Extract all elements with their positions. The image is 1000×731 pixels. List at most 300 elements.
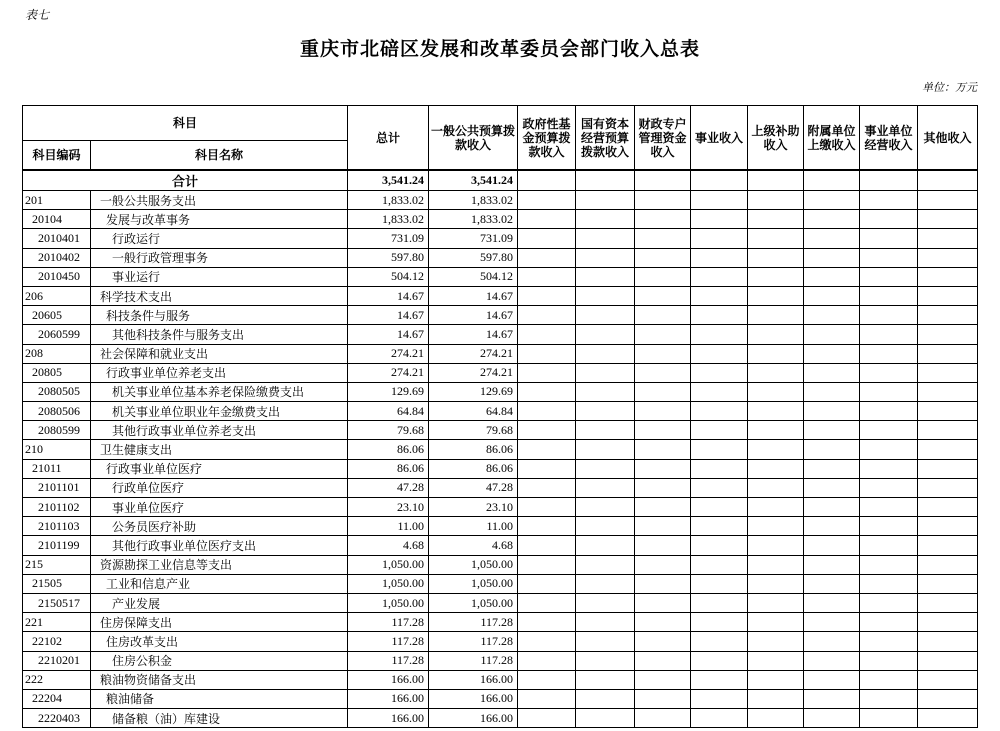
empty-cell [576, 651, 635, 670]
total-value-cell: 1,050.00 [348, 574, 429, 593]
empty-cell [918, 517, 978, 536]
empty-cell [635, 709, 691, 728]
empty-cell [804, 286, 860, 305]
total-value-cell: 64.84 [348, 402, 429, 421]
empty-cell [518, 170, 576, 191]
empty-cell [635, 421, 691, 440]
total-value-cell: 274.21 [348, 344, 429, 363]
subject-name-cell: 机关事业单位职业年金缴费支出 [91, 402, 348, 421]
unit-note: 单位：万元 [922, 82, 977, 94]
empty-cell [691, 210, 748, 229]
empty-cell [918, 651, 978, 670]
empty-cell [635, 689, 691, 708]
table-row [23, 402, 978, 421]
subject-code-cell: 215 [23, 555, 91, 574]
empty-cell [576, 325, 635, 344]
table-row [23, 229, 978, 248]
subject-code-cell: 21011 [23, 459, 91, 478]
empty-cell [748, 613, 804, 632]
empty-cell [576, 170, 635, 191]
general-budget-value-cell: 1,050.00 [429, 574, 518, 593]
empty-cell [804, 536, 860, 555]
total-value-cell: 1,833.02 [348, 191, 429, 210]
totals-total-value: 3,541.24 [348, 170, 429, 191]
empty-cell [748, 670, 804, 689]
empty-cell [691, 632, 748, 651]
empty-cell [748, 593, 804, 612]
empty-cell [635, 325, 691, 344]
subject-name-cell: 住房保障支出 [91, 613, 348, 632]
table-row [23, 574, 978, 593]
empty-cell [635, 536, 691, 555]
totals-label: 合计 [23, 170, 348, 191]
subject-name-cell: 储备粮（油）库建设 [91, 709, 348, 728]
empty-cell [691, 191, 748, 210]
page-title: 重庆市北碚区发展和改革委员会部门收入总表 [299, 39, 700, 60]
empty-cell [860, 267, 918, 286]
subject-name-cell: 公务员医疗补助 [91, 517, 348, 536]
empty-cell [804, 421, 860, 440]
subject-code-cell: 20605 [23, 306, 91, 325]
subject-code-cell: 222 [23, 670, 91, 689]
empty-cell [576, 286, 635, 305]
empty-cell [860, 382, 918, 401]
empty-cell [518, 344, 576, 363]
empty-cell [860, 286, 918, 305]
general-budget-value-cell: 731.09 [429, 229, 518, 248]
empty-cell [748, 382, 804, 401]
empty-cell [804, 229, 860, 248]
subject-code-cell: 2010402 [23, 248, 91, 267]
income-summary-table [22, 105, 978, 728]
total-value-cell: 14.67 [348, 306, 429, 325]
empty-cell [518, 593, 576, 612]
total-value-cell: 14.67 [348, 325, 429, 344]
total-value-cell: 166.00 [348, 709, 429, 728]
empty-cell [518, 574, 576, 593]
subject-name-cell: 资源勘探工业信息等支出 [91, 555, 348, 574]
empty-cell [635, 382, 691, 401]
general-budget-value-cell: 129.69 [429, 382, 518, 401]
subject-name-cell: 粮油物资储备支出 [91, 670, 348, 689]
empty-cell [518, 229, 576, 248]
total-value-cell: 597.80 [348, 248, 429, 267]
empty-cell [576, 248, 635, 267]
general-budget-value-cell: 4.68 [429, 536, 518, 555]
table-row [23, 593, 978, 612]
general-budget-value-cell: 504.12 [429, 267, 518, 286]
empty-cell [576, 363, 635, 382]
empty-cell [518, 632, 576, 651]
empty-cell [860, 555, 918, 574]
empty-cell [576, 593, 635, 612]
total-value-cell: 1,833.02 [348, 210, 429, 229]
empty-cell [576, 402, 635, 421]
empty-cell [635, 670, 691, 689]
empty-cell [918, 670, 978, 689]
empty-cell [576, 536, 635, 555]
empty-cell [691, 536, 748, 555]
empty-cell [748, 517, 804, 536]
header-subject-name: 科目名称 [91, 141, 348, 171]
empty-cell [918, 440, 978, 459]
empty-cell [748, 306, 804, 325]
empty-cell [748, 440, 804, 459]
subject-code-cell: 2101102 [23, 498, 91, 517]
general-budget-value-cell: 166.00 [429, 670, 518, 689]
empty-cell [748, 421, 804, 440]
empty-cell [860, 363, 918, 382]
empty-cell [860, 536, 918, 555]
empty-cell [691, 613, 748, 632]
empty-cell [748, 459, 804, 478]
general-budget-value-cell: 166.00 [429, 689, 518, 708]
empty-cell [860, 191, 918, 210]
empty-cell [635, 402, 691, 421]
empty-cell [748, 689, 804, 708]
totals-row [23, 170, 978, 191]
empty-cell [576, 306, 635, 325]
empty-cell [635, 170, 691, 191]
empty-cell [748, 498, 804, 517]
empty-cell [748, 402, 804, 421]
subject-code-cell: 2101103 [23, 517, 91, 536]
empty-cell [748, 709, 804, 728]
empty-cell [576, 267, 635, 286]
empty-cell [691, 498, 748, 517]
empty-cell [691, 651, 748, 670]
empty-cell [518, 536, 576, 555]
empty-cell [804, 670, 860, 689]
header-govt-fund-budget: 政府性基金预算拨款收入 [518, 106, 576, 171]
subject-name-cell: 事业运行 [91, 267, 348, 286]
table-row [23, 689, 978, 708]
table-row [23, 709, 978, 728]
empty-cell [804, 210, 860, 229]
empty-cell [804, 344, 860, 363]
empty-cell [518, 286, 576, 305]
empty-cell [918, 210, 978, 229]
general-budget-value-cell: 86.06 [429, 440, 518, 459]
empty-cell [635, 210, 691, 229]
empty-cell [748, 651, 804, 670]
empty-cell [691, 440, 748, 459]
subject-code-cell: 21505 [23, 574, 91, 593]
empty-cell [804, 555, 860, 574]
subject-name-cell: 住房改革支出 [91, 632, 348, 651]
empty-cell [918, 555, 978, 574]
subject-code-cell: 2010450 [23, 267, 91, 286]
subject-code-cell: 2150517 [23, 593, 91, 612]
table-body [23, 170, 978, 728]
total-value-cell: 129.69 [348, 382, 429, 401]
empty-cell [748, 344, 804, 363]
subject-code-cell: 201 [23, 191, 91, 210]
subject-code-cell: 2010401 [23, 229, 91, 248]
empty-cell [748, 325, 804, 344]
empty-cell [691, 555, 748, 574]
empty-cell [518, 210, 576, 229]
general-budget-value-cell: 117.28 [429, 613, 518, 632]
header-state-capital-budget: 国有资本经营预算拨款收入 [576, 106, 635, 171]
empty-cell [576, 689, 635, 708]
empty-cell [804, 517, 860, 536]
general-budget-value-cell: 274.21 [429, 363, 518, 382]
subject-name-cell: 机关事业单位基本养老保险缴费支出 [91, 382, 348, 401]
empty-cell [691, 325, 748, 344]
empty-cell [918, 709, 978, 728]
empty-cell [918, 498, 978, 517]
empty-cell [918, 191, 978, 210]
empty-cell [518, 709, 576, 728]
subject-name-cell: 卫生健康支出 [91, 440, 348, 459]
subject-code-cell: 2080505 [23, 382, 91, 401]
empty-cell [691, 229, 748, 248]
totals-general-budget-value: 3,541.24 [429, 170, 518, 191]
empty-cell [635, 286, 691, 305]
subject-code-cell: 2060599 [23, 325, 91, 344]
empty-cell [918, 170, 978, 191]
empty-cell [804, 478, 860, 497]
subject-code-cell: 20104 [23, 210, 91, 229]
empty-cell [748, 286, 804, 305]
empty-cell [804, 440, 860, 459]
empty-cell [918, 267, 978, 286]
table-row [23, 517, 978, 536]
subject-code-cell: 22204 [23, 689, 91, 708]
empty-cell [635, 229, 691, 248]
subject-code-cell: 2080599 [23, 421, 91, 440]
empty-cell [635, 459, 691, 478]
subject-name-cell: 住房公积金 [91, 651, 348, 670]
general-budget-value-cell: 1,050.00 [429, 593, 518, 612]
general-budget-value-cell: 14.67 [429, 325, 518, 344]
empty-cell [691, 709, 748, 728]
table-row [23, 248, 978, 267]
total-value-cell: 166.00 [348, 670, 429, 689]
header-operating-income: 事业收入 [691, 106, 748, 171]
total-value-cell: 1,050.00 [348, 555, 429, 574]
empty-cell [748, 229, 804, 248]
subject-name-cell: 科学技术支出 [91, 286, 348, 305]
empty-cell [860, 421, 918, 440]
table-row [23, 191, 978, 210]
empty-cell [804, 363, 860, 382]
empty-cell [635, 555, 691, 574]
total-value-cell: 731.09 [348, 229, 429, 248]
empty-cell [918, 593, 978, 612]
empty-cell [635, 363, 691, 382]
header-business-operating-income: 事业单位经营收入 [860, 106, 918, 171]
empty-cell [518, 191, 576, 210]
general-budget-value-cell: 47.28 [429, 478, 518, 497]
empty-cell [518, 267, 576, 286]
empty-cell [518, 498, 576, 517]
table-row [23, 459, 978, 478]
empty-cell [918, 363, 978, 382]
empty-cell [576, 229, 635, 248]
header-subordinate-remittance: 附属单位上缴收入 [804, 106, 860, 171]
empty-cell [691, 689, 748, 708]
total-value-cell: 117.28 [348, 632, 429, 651]
empty-cell [518, 363, 576, 382]
table-row [23, 382, 978, 401]
total-value-cell: 274.21 [348, 363, 429, 382]
empty-cell [804, 593, 860, 612]
subject-code-cell: 2101101 [23, 478, 91, 497]
general-budget-value-cell: 117.28 [429, 651, 518, 670]
header-superior-subsidy: 上级补助收入 [748, 106, 804, 171]
empty-cell [576, 709, 635, 728]
empty-cell [918, 689, 978, 708]
empty-cell [918, 421, 978, 440]
empty-cell [860, 344, 918, 363]
empty-cell [691, 248, 748, 267]
empty-cell [860, 613, 918, 632]
empty-cell [918, 248, 978, 267]
empty-cell [860, 593, 918, 612]
subject-name-cell: 事业单位医疗 [91, 498, 348, 517]
empty-cell [635, 613, 691, 632]
table-row [23, 267, 978, 286]
general-budget-value-cell: 117.28 [429, 632, 518, 651]
empty-cell [860, 248, 918, 267]
subject-name-cell: 其他科技条件与服务支出 [91, 325, 348, 344]
subject-code-cell: 206 [23, 286, 91, 305]
empty-cell [518, 555, 576, 574]
general-budget-value-cell: 86.06 [429, 459, 518, 478]
table-row [23, 498, 978, 517]
empty-cell [635, 632, 691, 651]
empty-cell [804, 306, 860, 325]
header-subject-code: 科目编码 [23, 141, 91, 171]
empty-cell [518, 670, 576, 689]
empty-cell [635, 248, 691, 267]
empty-cell [804, 248, 860, 267]
empty-cell [691, 170, 748, 191]
general-budget-value-cell: 1,050.00 [429, 555, 518, 574]
empty-cell [804, 632, 860, 651]
empty-cell [860, 651, 918, 670]
subject-name-cell: 产业发展 [91, 593, 348, 612]
subject-code-cell: 221 [23, 613, 91, 632]
empty-cell [518, 421, 576, 440]
empty-cell [804, 689, 860, 708]
header-fiscal-account-funds: 财政专户管理资金收入 [635, 106, 691, 171]
total-value-cell: 23.10 [348, 498, 429, 517]
empty-cell [918, 325, 978, 344]
empty-cell [804, 709, 860, 728]
header-subject-group: 科目 [23, 106, 348, 141]
empty-cell [518, 689, 576, 708]
empty-cell [748, 210, 804, 229]
empty-cell [576, 517, 635, 536]
empty-cell [691, 402, 748, 421]
empty-cell [518, 478, 576, 497]
empty-cell [576, 459, 635, 478]
empty-cell [576, 210, 635, 229]
empty-cell [918, 536, 978, 555]
empty-cell [860, 478, 918, 497]
subject-name-cell: 发展与改革事务 [91, 210, 348, 229]
subject-name-cell: 其他行政事业单位医疗支出 [91, 536, 348, 555]
table-row [23, 325, 978, 344]
subject-name-cell: 粮油储备 [91, 689, 348, 708]
total-value-cell: 166.00 [348, 689, 429, 708]
table-row [23, 421, 978, 440]
subject-name-cell: 行政事业单位医疗 [91, 459, 348, 478]
empty-cell [691, 286, 748, 305]
empty-cell [860, 498, 918, 517]
subject-code-cell: 210 [23, 440, 91, 459]
subject-name-cell: 一般行政管理事务 [91, 248, 348, 267]
empty-cell [748, 267, 804, 286]
table-number-label: 表七 [25, 8, 50, 22]
empty-cell [860, 210, 918, 229]
empty-cell [804, 574, 860, 593]
empty-cell [860, 440, 918, 459]
subject-name-cell: 社会保障和就业支出 [91, 344, 348, 363]
empty-cell [691, 363, 748, 382]
empty-cell [860, 632, 918, 651]
empty-cell [860, 325, 918, 344]
empty-cell [518, 459, 576, 478]
empty-cell [518, 306, 576, 325]
empty-cell [635, 574, 691, 593]
table-header [23, 106, 978, 171]
empty-cell [804, 498, 860, 517]
empty-cell [518, 440, 576, 459]
table-row [23, 440, 978, 459]
empty-cell [748, 632, 804, 651]
empty-cell [860, 170, 918, 191]
general-budget-value-cell: 1,833.02 [429, 210, 518, 229]
table-row [23, 210, 978, 229]
table-row [23, 613, 978, 632]
table-row [23, 670, 978, 689]
general-budget-value-cell: 11.00 [429, 517, 518, 536]
empty-cell [691, 382, 748, 401]
empty-cell [518, 248, 576, 267]
empty-cell [860, 402, 918, 421]
empty-cell [691, 306, 748, 325]
empty-cell [691, 459, 748, 478]
subject-name-cell: 行政单位医疗 [91, 478, 348, 497]
total-value-cell: 117.28 [348, 613, 429, 632]
subject-code-cell: 2080506 [23, 402, 91, 421]
total-value-cell: 47.28 [348, 478, 429, 497]
empty-cell [860, 574, 918, 593]
subject-name-cell: 工业和信息产业 [91, 574, 348, 593]
empty-cell [804, 382, 860, 401]
general-budget-value-cell: 79.68 [429, 421, 518, 440]
empty-cell [576, 344, 635, 363]
general-budget-value-cell: 23.10 [429, 498, 518, 517]
empty-cell [576, 632, 635, 651]
empty-cell [804, 267, 860, 286]
empty-cell [691, 670, 748, 689]
empty-cell [691, 267, 748, 286]
total-value-cell: 117.28 [348, 651, 429, 670]
empty-cell [576, 440, 635, 459]
header-other-income: 其他收入 [918, 106, 978, 171]
table-row [23, 632, 978, 651]
empty-cell [635, 267, 691, 286]
empty-cell [635, 440, 691, 459]
empty-cell [518, 651, 576, 670]
table-row [23, 536, 978, 555]
subject-code-cell: 20805 [23, 363, 91, 382]
